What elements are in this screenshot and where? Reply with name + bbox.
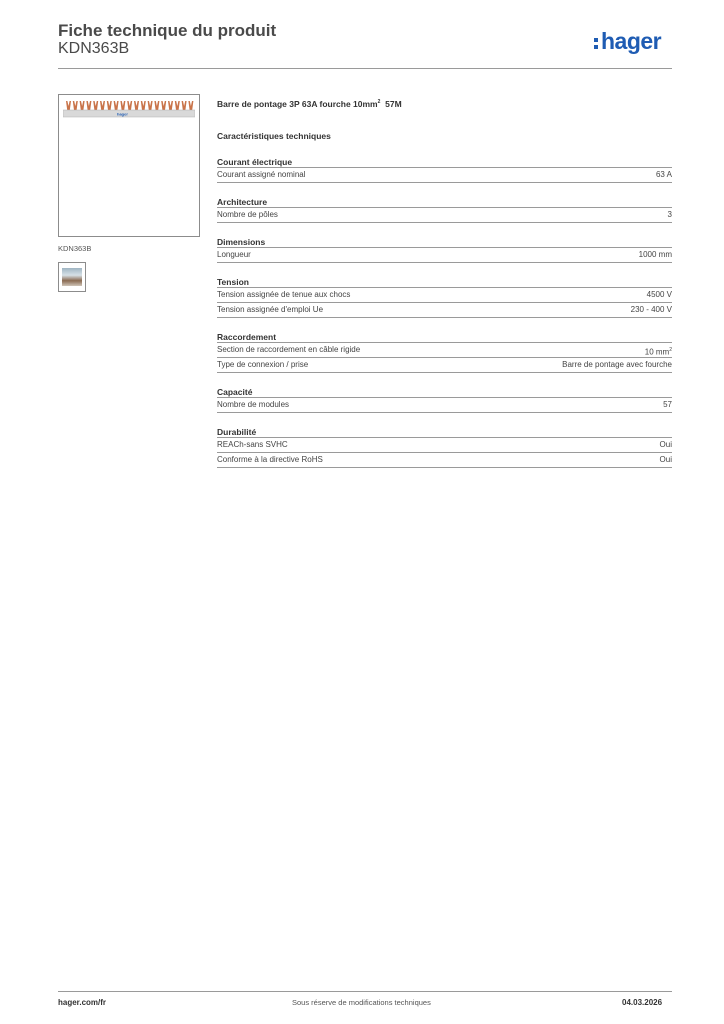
spec-label: Courant assigné nominal [217,170,306,179]
busbar-fork [182,101,187,110]
busbar-fork [107,101,112,110]
spec-row [217,437,672,453]
spec-value: Oui [659,455,672,464]
spec-label: Tension assignée de tenue aux chocs [217,290,351,299]
spec-row [217,357,672,373]
spec-label: Type de connexion / prise [217,360,309,369]
busbar-fork [93,101,98,110]
spec-group-title: Courant électrique [217,157,293,167]
footer-disclaimer: Sous réserve de modifications techniques [292,998,431,1007]
spec-value: 4500 V [646,290,672,299]
spec-group [217,386,672,413]
busbar-label: hager [117,111,128,117]
spec-value: Barre de pontage avec fourche [562,360,672,369]
busbar-fork [73,101,78,110]
product-details [217,96,672,468]
spec-value: 10 $mm^2$ [644,347,672,357]
spec-value: 63 A [655,170,672,179]
busbar-fork [148,101,153,110]
busbar-fork [154,101,159,110]
spec-row [217,302,672,318]
spec-group-title: Dimensions [217,237,266,247]
hager-logo [594,28,661,55]
logo-dots-icon [594,36,599,50]
section-title: Caractéristiques techniques [217,131,331,141]
spec-row [217,247,672,263]
product-image-frame [58,94,200,237]
spec-group [217,276,672,318]
busbar-fork [134,101,139,110]
spec-row [217,287,672,303]
logo-text: hager [601,28,662,54]
busbar-fork [80,101,85,110]
busbar-fork [161,101,166,110]
spec-group-title: Tension [217,277,249,287]
spec-row [217,207,672,223]
busbar-fork [168,101,173,110]
busbar-fork [175,101,180,110]
product-reference: KDN363B [58,40,130,57]
spec-row [217,342,672,358]
spec-group [217,236,672,263]
spec-value: 1000 mm [638,250,672,259]
busbar-fork [120,101,125,110]
spec-label: Tension assignée d'emploi Ue [217,305,324,314]
spec-label: Nombre de modules [217,400,290,409]
busbar-fork [66,101,71,110]
spec-value: 57 [663,400,672,409]
busbar-fork [141,101,146,110]
spec-value: Oui [659,440,672,449]
footer-website[interactable]: hager.com/fr [58,998,107,1007]
spec-row [217,167,672,183]
spec-row [217,452,672,468]
spec-group-title: Raccordement [217,332,277,342]
footer-date: 04.03.2026 [622,998,663,1007]
busbar-fork [114,101,119,110]
spec-label: Section de raccordement en câble rigide [217,345,361,354]
header-divider [58,68,672,69]
spec-group [217,156,672,183]
spec-label: REACh-sans SVHC [217,440,288,449]
busbar-product-image [63,101,195,119]
spec-group-title: Architecture [217,197,268,207]
thumbnail-image[interactable] [58,262,86,292]
spec-group [217,196,672,223]
busbar-fork [188,101,193,110]
spec-label: Longueur [217,250,251,259]
busbar-fork [86,101,91,110]
spec-group-title: Capacité [217,387,253,397]
spec-label: Conforme à la directive RoHS [217,455,323,464]
product-description: Barre de pontage 3P 63A fourche $10mm^2$ 57M [217,98,402,109]
spec-group [217,331,672,373]
spec-group-title: Durabilité [217,427,257,437]
spec-label: Nombre de pôles [217,210,278,219]
page-title: Fiche technique du produit [58,21,277,40]
image-caption: KDN363B [58,244,92,253]
spec-value: 230 - 400 V [630,305,672,314]
busbar-fork [127,101,132,110]
spec-row [217,397,672,413]
spec-value: 3 [667,210,672,219]
spec-group [217,426,672,468]
footer-divider [58,991,672,992]
busbar-fork [100,101,105,110]
